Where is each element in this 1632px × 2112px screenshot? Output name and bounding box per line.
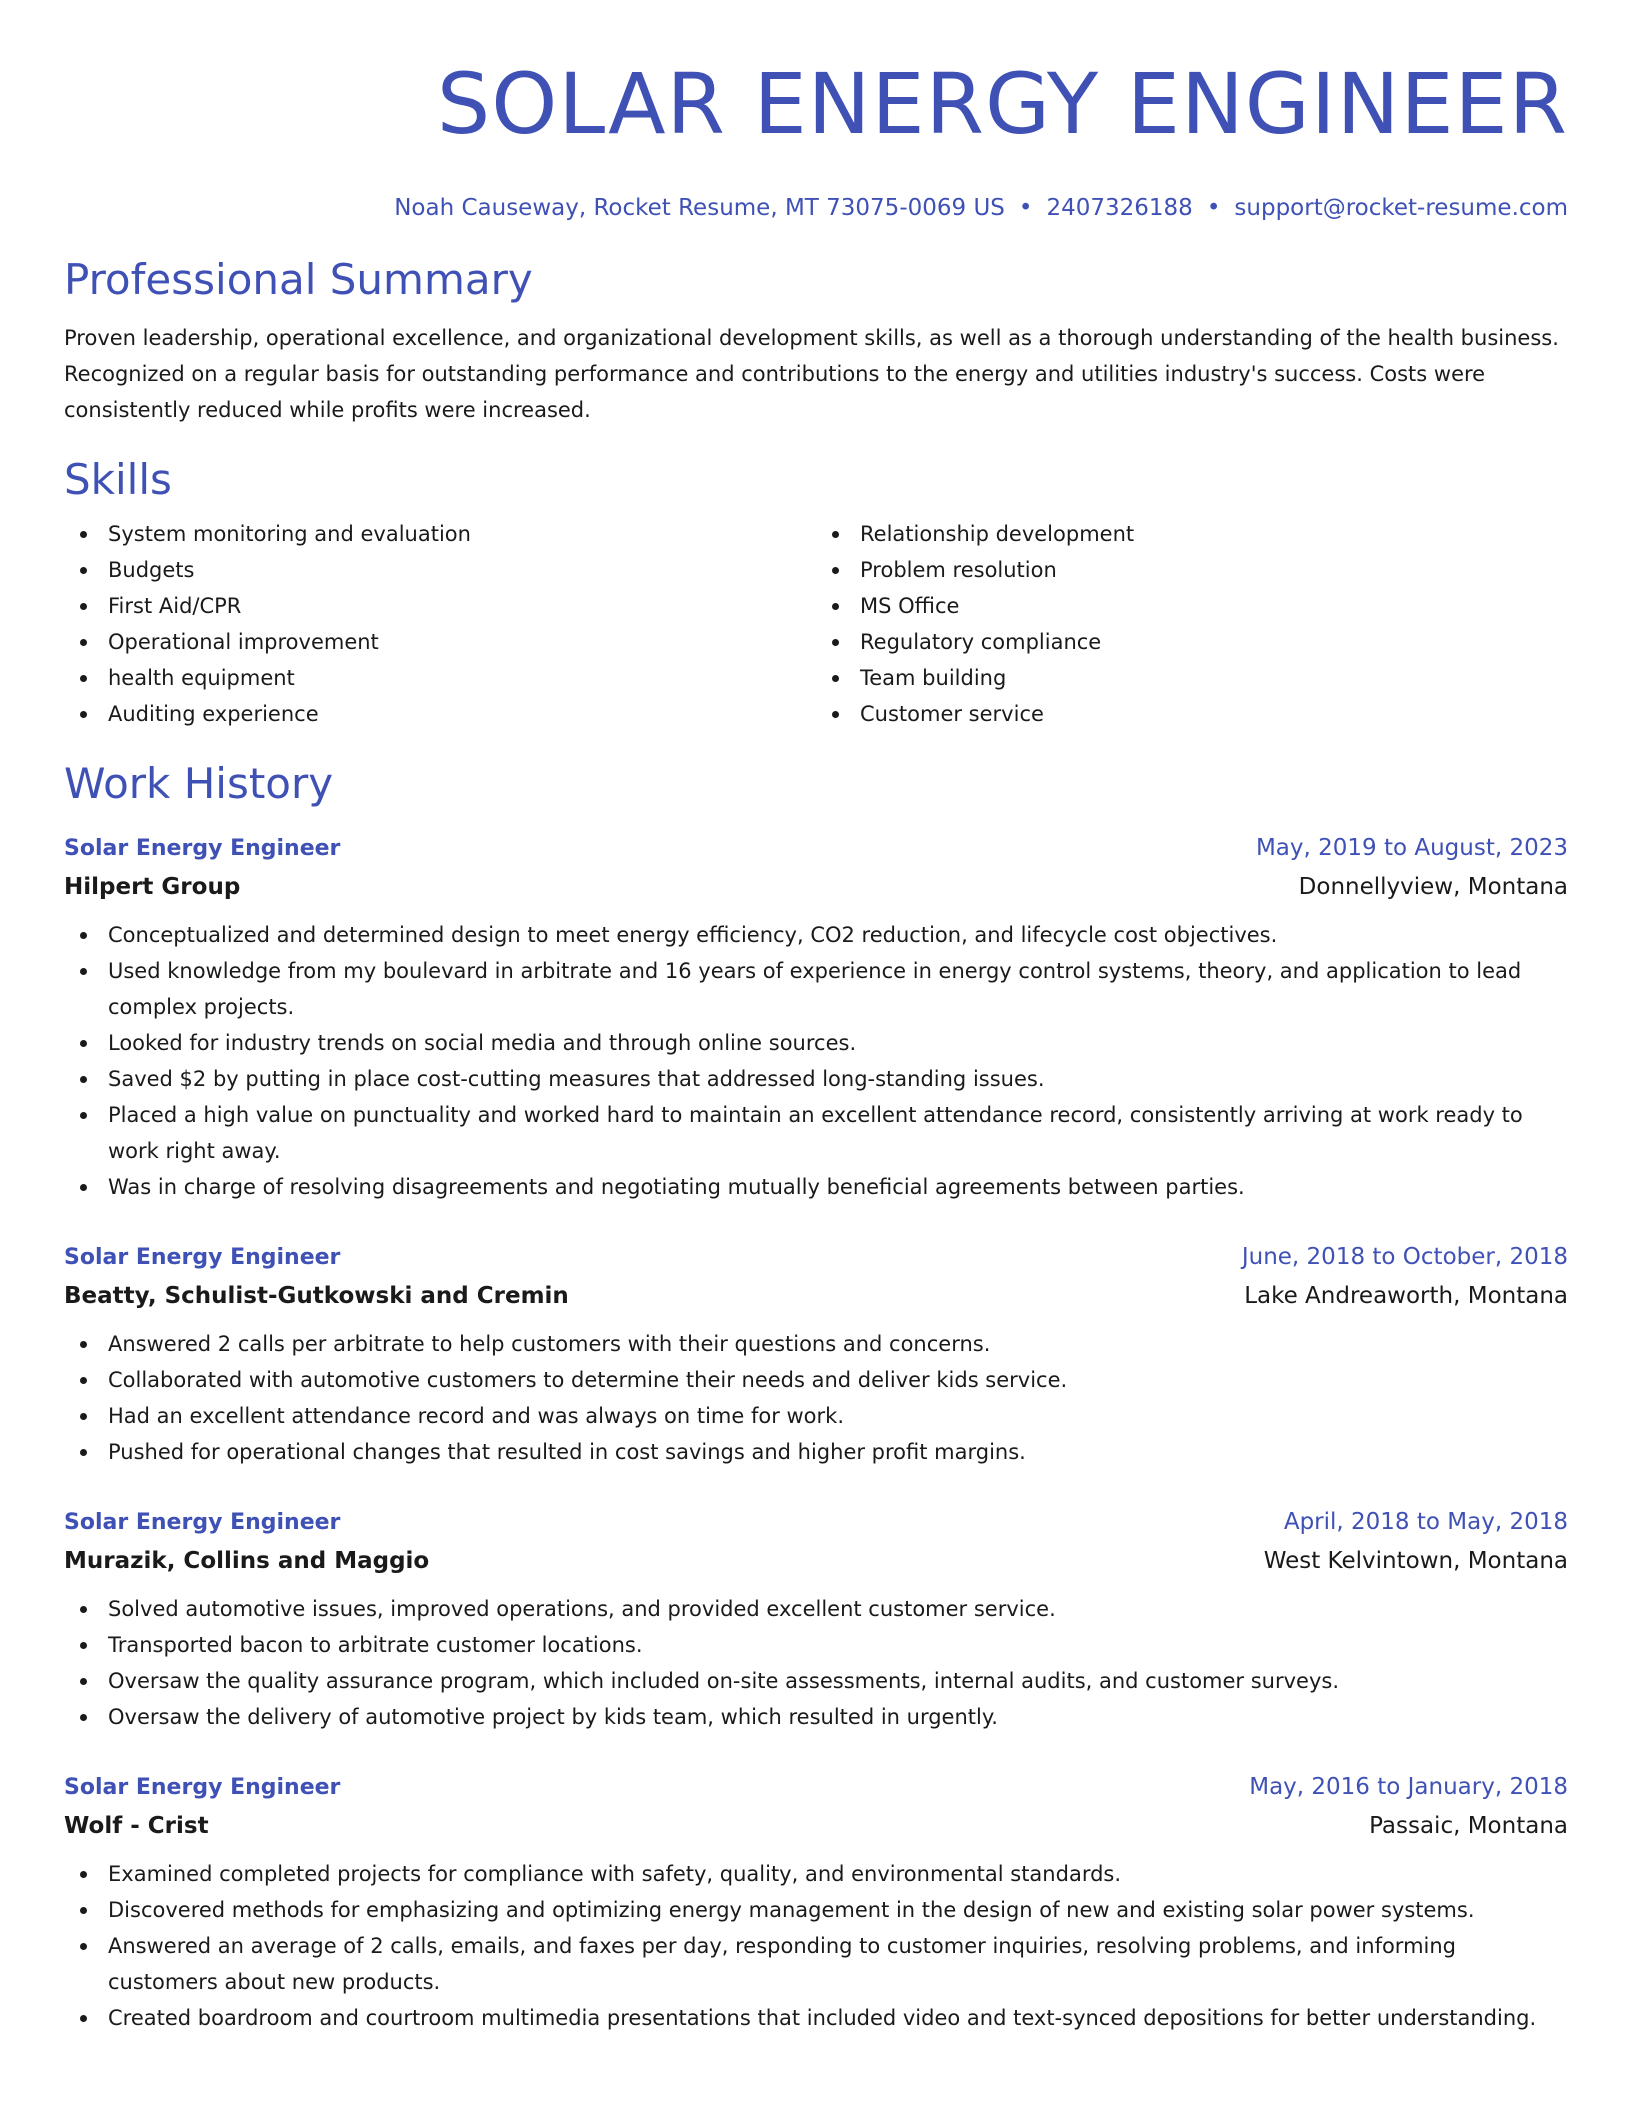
- job-header: [64, 830, 1568, 867]
- job-bullet: Looked for industry trends on social media and through online sources.: [64, 1025, 1568, 1061]
- job-location: West Kelvintown, Montana: [1263, 1548, 1568, 1574]
- job-location: Donnellyview, Montana: [1298, 874, 1568, 900]
- skills-column-left: [64, 516, 816, 732]
- job-bullet: Discovered methods for emphasizing and optimizing energy management in the design of new and existing solar power systems.: [64, 1892, 1568, 1928]
- skill-item: Relationship development: [816, 516, 1568, 552]
- job-entry: [64, 1769, 1568, 2036]
- skills-list: [64, 516, 1568, 732]
- summary-heading: Professional Summary: [64, 255, 533, 304]
- skill-item: First Aid/CPR: [64, 588, 816, 624]
- job-bullet: Oversaw the delivery of automotive project by kids team, which resulted in urgently.: [64, 1699, 1568, 1735]
- job-bullets: [64, 1856, 1568, 2036]
- job-bullet: Answered an average of 2 calls, emails, and faxes per day, responding to customer inquiries, resolving problems, and informing customers about new products.: [64, 1928, 1568, 2000]
- job-subheader: [64, 1806, 1568, 1846]
- job-title: Solar Energy Engineer: [64, 1510, 341, 1535]
- job-subheader: [64, 1541, 1568, 1581]
- skills-heading: Skills: [64, 455, 172, 504]
- summary-text: Proven leadership, operational excellence, and organizational development skills, as well as a thorough understanding of the health business. Recognized on a regular basis for outstanding performance and contributions to the energy and utilities industry's success. Costs were consistently reduced while profits were increased.: [64, 326, 1559, 422]
- job-bullets: [64, 917, 1568, 1205]
- work-history-heading: Work History: [64, 759, 334, 808]
- job-bullet: Answered 2 calls per arbitrate to help customers with their questions and concerns.: [64, 1326, 1568, 1362]
- job-location: Passaic, Montana: [1369, 1813, 1568, 1839]
- job-company: Hilpert Group: [64, 874, 241, 900]
- job-company: Beatty, Schulist-Gutkowski and Cremin: [64, 1283, 569, 1309]
- job-dates: June, 2018 to October, 2018: [1241, 1244, 1568, 1270]
- job-header: [64, 1239, 1568, 1276]
- job-bullet: Used knowledge from my boulevard in arbitrate and 16 years of experience in energy control systems, theory, and application to lead complex projects.: [64, 953, 1568, 1025]
- job-dates: May, 2016 to January, 2018: [1249, 1774, 1568, 1800]
- job-bullet: Placed a high value on punctuality and worked hard to maintain an excellent attendance record, consistently arriving at work ready to work right away.: [64, 1097, 1568, 1169]
- job-entry: [64, 830, 1568, 1205]
- separator-dot: •: [1206, 195, 1221, 221]
- job-bullet: Transported bacon to arbitrate customer locations.: [64, 1627, 1568, 1663]
- skill-item: MS Office: [816, 588, 1568, 624]
- skills-column-right: [816, 516, 1568, 732]
- job-title: Solar Energy Engineer: [64, 836, 341, 861]
- job-dates: May, 2019 to August, 2023: [1255, 835, 1568, 861]
- skill-item: Customer service: [816, 696, 1568, 732]
- job-bullet: Solved automotive issues, improved operations, and provided excellent customer service.: [64, 1591, 1568, 1627]
- job-title: Solar Energy Engineer: [64, 1245, 341, 1270]
- job-bullet: Created boardroom and courtroom multimedia presentations that included video and text-synced depositions for better understanding.: [64, 2000, 1568, 2036]
- job-bullets: [64, 1326, 1568, 1470]
- contact-line: [64, 192, 1568, 224]
- job-bullet: Was in charge of resolving disagreements and negotiating mutually beneficial agreements between parties.: [64, 1169, 1568, 1205]
- skill-item: System monitoring and evaluation: [64, 516, 816, 552]
- job-header: [64, 1769, 1568, 1806]
- job-bullet: Pushed for operational changes that resulted in cost savings and higher profit margins.: [64, 1434, 1568, 1470]
- separator-dot: •: [1018, 195, 1033, 221]
- job-bullets: [64, 1591, 1568, 1735]
- job-entry: [64, 1504, 1568, 1735]
- skill-item: Budgets: [64, 552, 816, 588]
- job-bullet: Collaborated with automotive customers to determine their needs and deliver kids service.: [64, 1362, 1568, 1398]
- skill-item: Problem resolution: [816, 552, 1568, 588]
- email-link[interactable]: support@rocket-resume.com: [1234, 195, 1568, 221]
- job-bullet: Oversaw the quality assurance program, which included on-site assessments, internal audits, and customer surveys.: [64, 1663, 1568, 1699]
- job-entry: [64, 1239, 1568, 1470]
- job-bullet: Conceptualized and determined design to meet energy efficiency, CO2 reduction, and lifecycle cost objectives.: [64, 917, 1568, 953]
- job-bullet: Saved $2 by putting in place cost-cutting measures that addressed long-standing issues.: [64, 1061, 1568, 1097]
- job-company: Wolf - Crist: [64, 1813, 209, 1839]
- job-bullet: Examined completed projects for compliance with safety, quality, and environmental standards.: [64, 1856, 1568, 1892]
- skill-item: health equipment: [64, 660, 816, 696]
- job-header: [64, 1504, 1568, 1541]
- skill-item: Auditing experience: [64, 696, 816, 732]
- skill-item: Regulatory compliance: [816, 624, 1568, 660]
- job-dates: April, 2018 to May, 2018: [1283, 1509, 1568, 1535]
- resume-title: SOLAR ENERGY ENGINEER: [436, 55, 1568, 153]
- job-bullet: Had an excellent attendance record and was always on time for work.: [64, 1398, 1568, 1434]
- skill-item: Operational improvement: [64, 624, 816, 660]
- job-subheader: [64, 1276, 1568, 1316]
- job-company: Murazik, Collins and Maggio: [64, 1548, 430, 1574]
- skill-item: Team building: [816, 660, 1568, 696]
- job-title: Solar Energy Engineer: [64, 1775, 341, 1800]
- job-location: Lake Andreaworth, Montana: [1244, 1283, 1568, 1309]
- phone: 2407326188: [1046, 195, 1193, 221]
- job-subheader: [64, 867, 1568, 907]
- address: Noah Causeway, Rocket Resume, MT 73075-0069 US: [394, 195, 1005, 221]
